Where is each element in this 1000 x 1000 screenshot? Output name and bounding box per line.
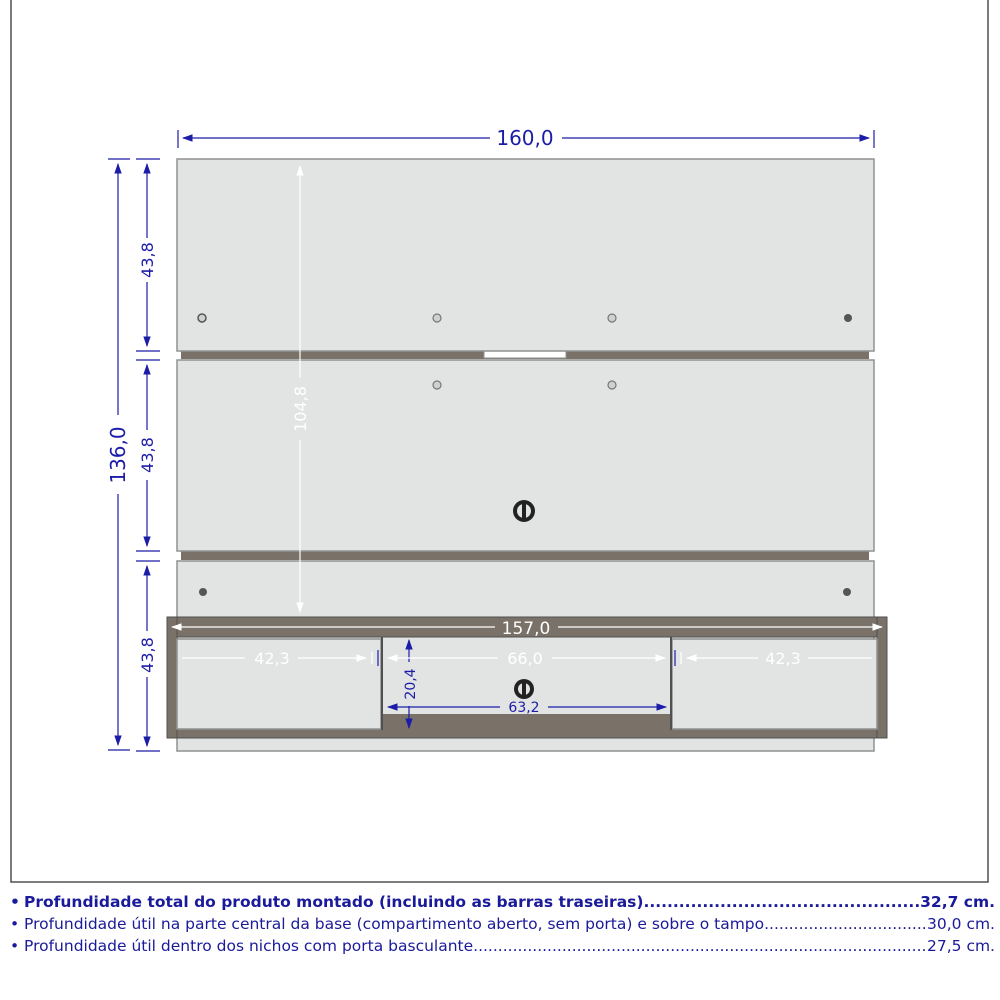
niche-right-width-label: 42,3 bbox=[765, 649, 801, 668]
note-value: 32,7 cm. bbox=[920, 893, 995, 911]
screw-icon bbox=[433, 314, 441, 322]
overall-width-label: 160,0 bbox=[496, 126, 554, 150]
note-total-depth bbox=[10, 891, 995, 913]
bullet-icon: • bbox=[10, 893, 20, 911]
leader-dots bbox=[473, 935, 927, 957]
screw-icon bbox=[608, 314, 616, 322]
note-text: Profundidade total do produto montado (incluindo as barras traseiras) bbox=[24, 893, 644, 911]
bullet-icon: • bbox=[10, 915, 20, 933]
leader-dots bbox=[764, 913, 927, 935]
panel-middle bbox=[177, 360, 874, 551]
depth-notes bbox=[10, 891, 995, 957]
note-text: Profundidade útil na parte central da base (compartimento aberto, sem porta) e sobre o tampo bbox=[24, 915, 765, 933]
niche-left-width-label: 42,3 bbox=[254, 649, 290, 668]
panel-inner-height-label: 104,8 bbox=[291, 386, 310, 432]
note-text: Profundidade útil dentro dos nichos com porta basculante bbox=[24, 937, 474, 955]
center-inner-width-label: 63,2 bbox=[508, 700, 540, 716]
panel-bottom-height-label: 43,8 bbox=[138, 637, 157, 673]
center-width-label: 66,0 bbox=[507, 649, 543, 668]
note-center-depth bbox=[10, 913, 995, 935]
panel-top bbox=[177, 159, 874, 351]
bullet-icon: • bbox=[10, 937, 20, 955]
rack-bottom-shelf bbox=[167, 729, 887, 738]
screw-icon bbox=[199, 588, 207, 596]
shelf-width-label: 157,0 bbox=[501, 619, 551, 639]
note-value: 27,5 cm. bbox=[927, 937, 995, 955]
screw-icon bbox=[843, 588, 851, 596]
panel-top-height-label: 43,8 bbox=[138, 242, 157, 278]
cable-hole-icon bbox=[514, 679, 534, 699]
screw-icon bbox=[608, 381, 616, 389]
rack-right-side bbox=[877, 617, 887, 738]
screw-icon bbox=[198, 314, 206, 322]
screw-icon bbox=[433, 381, 441, 389]
center-back bbox=[383, 714, 671, 730]
leader-dots bbox=[643, 891, 920, 913]
screw-icon bbox=[844, 314, 852, 322]
cable-hole-icon bbox=[513, 500, 535, 522]
overall-height-label: 136,0 bbox=[106, 426, 130, 484]
note-value: 30,0 cm. bbox=[927, 915, 995, 933]
panel-middle-height-label: 43,8 bbox=[138, 437, 157, 473]
rack-left-side bbox=[167, 617, 177, 738]
center-height-label: 20,4 bbox=[403, 668, 419, 700]
note-niche-depth bbox=[10, 935, 995, 957]
